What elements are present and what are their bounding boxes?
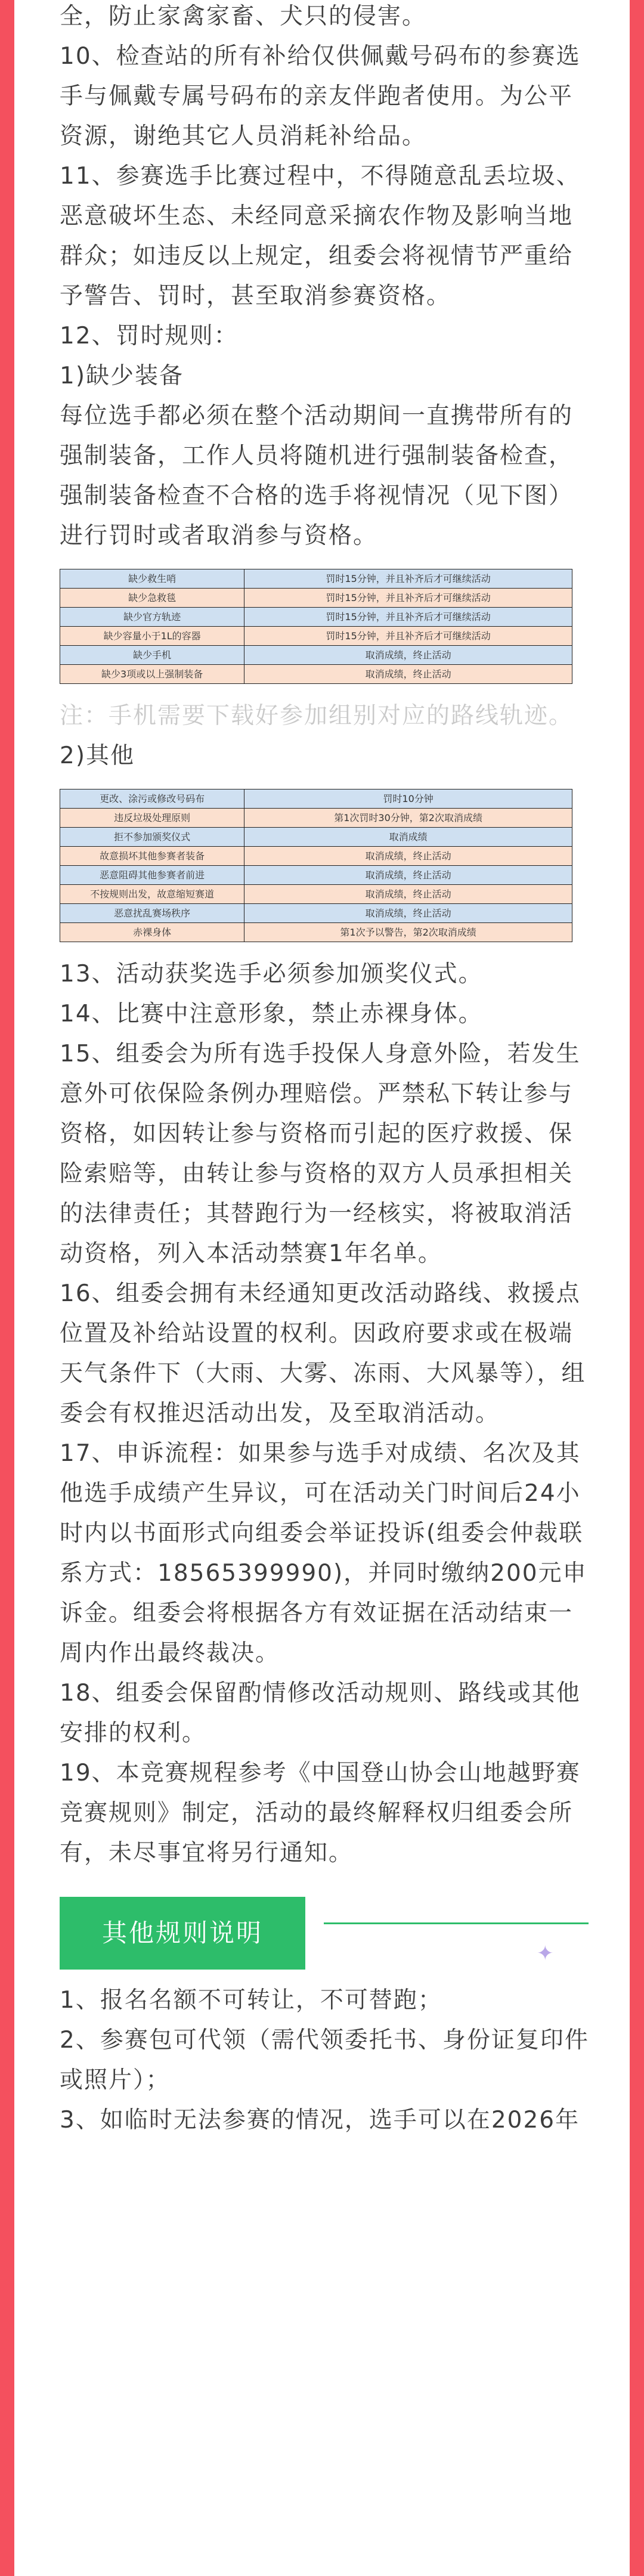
table-row	[60, 789, 572, 809]
violation-cell: 不按规则出发，故意缩短赛道	[60, 885, 244, 904]
penalty-cell: 取消成绩	[244, 828, 572, 847]
table-row	[60, 569, 572, 589]
rule-paragraph: 全，防止家禽家畜、犬只的侵害。	[60, 3, 427, 30]
rules-content	[60, 0, 596, 2140]
violation-cell: 恶意阻碍其他参赛者前进	[60, 866, 244, 885]
violation-cell: 缺少3项或以上强制装备	[60, 665, 244, 684]
rule-paragraph: 2、参赛包可代领（需代领委托书、身份证复印件或照片）；	[60, 2027, 589, 2094]
rule-paragraph: 17、申诉流程：如果参与选手对成绩、名次及其他选手成绩产生异议，可在活动关门时间后24小时内以书面形式向组委会举证投诉(组委会仲裁联系方式：18565399990)，并同时缴纳200元申诉金。组委会将根据各方有效证据在活动结束一周内作出最终裁决。	[60, 1440, 587, 1667]
table-row	[60, 589, 572, 608]
penalty-cell: 第1次罚时30分钟，第2次取消成绩	[244, 809, 572, 828]
rule-paragraph: 12、罚时规则：	[60, 323, 239, 349]
penalty-cell: 罚时15分钟，并且补齐后才可继续活动	[244, 627, 572, 646]
rule-paragraph: 每位选手都必须在整个活动期间一直携带所有的强制装备，工作人员将随机进行强制装备检查，强制装备检查不合格的选手将视情况（见下图）进行罚时或者取消参与资格。	[60, 402, 574, 549]
violation-cell: 拒不参加颁奖仪式	[60, 828, 244, 847]
penalty-cell: 取消成绩，终止活动	[244, 665, 572, 684]
penalty-cell: 取消成绩，终止活动	[244, 847, 572, 866]
table-row	[60, 847, 572, 866]
rules-group-c	[60, 1980, 596, 2140]
rules-group-a	[60, 0, 596, 556]
table-row	[60, 665, 572, 684]
section-header-title: 其他规则说明	[60, 1897, 305, 1970]
violation-cell: 缺少手机	[60, 646, 244, 665]
table-row	[60, 923, 572, 942]
equipment-penalty-table	[60, 569, 572, 684]
table-row	[60, 627, 572, 646]
section-header-line	[324, 1922, 589, 1924]
penalty-cell: 取消成绩，终止活动	[244, 866, 572, 885]
rule-paragraph: 19、本竞赛规程参考《中国登山协会山地越野赛竞赛规则》制定，活动的最终解释权归组委会所有，未尽事宜将另行通知。	[60, 1760, 581, 1866]
penalty-cell: 罚时10分钟	[244, 789, 572, 809]
penalty-cell: 取消成绩，终止活动	[244, 904, 572, 923]
violation-cell: 缺少容量小于1L的容器	[60, 627, 244, 646]
table-row	[60, 866, 572, 885]
violation-cell: 缺少急救毯	[60, 589, 244, 608]
other-penalties-title: 2)其他	[60, 742, 135, 769]
penalty-cell: 罚时15分钟，并且补齐后才可继续活动	[244, 608, 572, 627]
penalty-cell: 第1次予以警告，第2次取消成绩	[244, 923, 572, 942]
phone-note: 注：手机需要下载好参加组别对应的路线轨迹。	[60, 702, 574, 729]
document-page	[14, 0, 630, 2576]
rule-paragraph: 14、比赛中注意形象，禁止赤裸身体。	[60, 1001, 483, 1027]
violation-cell: 缺少官方轨迹	[60, 608, 244, 627]
penalty-cell: 罚时15分钟，并且补齐后才可继续活动	[244, 569, 572, 589]
rule-paragraph: 13、活动获奖选手必须参加颁奖仪式。	[60, 961, 483, 987]
rule-paragraph: 18、组委会保留酌情修改活动规则、路线或其他安排的权利。	[60, 1680, 581, 1747]
table-row	[60, 608, 572, 627]
violation-cell: 故意损坏其他参赛者装备	[60, 847, 244, 866]
table-row	[60, 828, 572, 847]
penalty-cell: 取消成绩，终止活动	[244, 885, 572, 904]
rule-paragraph: 1)缺少装备	[60, 363, 184, 389]
table-row	[60, 885, 572, 904]
table-row	[60, 904, 572, 923]
sparkle-icon: ✦	[537, 1942, 555, 1965]
violation-cell: 违反垃圾处理原则	[60, 809, 244, 828]
violation-cell: 缺少救生哨	[60, 569, 244, 589]
section-header	[60, 1897, 596, 1970]
table-row	[60, 809, 572, 828]
rule-paragraph: 1、报名名额不可转让，不可替跑；	[60, 1987, 442, 2014]
violation-cell: 更改、涂污或修改号码布	[60, 789, 244, 809]
other-penalty-table	[60, 789, 572, 942]
rule-paragraph: 11、参赛选手比赛过程中，不得随意乱丢垃圾、恶意破坏生态、未经同意采摘农作物及影响当地群众；如违反以上规定，组委会将视情节严重给予警告、罚时，甚至取消参赛资格。	[60, 163, 581, 309]
rule-paragraph: 16、组委会拥有未经通知更改活动路线、救援点位置及补给站设置的权利。因政府要求或在极端天气条件下（大雨、大雾、冻雨、大风暴等），组委会有权推迟活动出发，及至取消活动。	[60, 1280, 586, 1427]
rule-paragraph: 3、如临时无法参赛的情况，选手可以在2026年	[60, 2107, 580, 2134]
table-row	[60, 646, 572, 665]
violation-cell: 赤裸身体	[60, 923, 244, 942]
rule-paragraph: 15、组委会为所有选手投保人身意外险，若发生意外可依保险条例办理赔偿。严禁私下转让参与资格，如因转让参与资格而引起的医疗救援、保险索赔等，由转让参与资格的双方人员承担相关的法律责任；其替跑行为一经核实，将被取消活动资格，列入本活动禁赛1年名单。	[60, 1041, 581, 1267]
rule-paragraph: 10、检查站的所有补给仅供佩戴号码布的参赛选手与佩戴专属号码布的亲友伴跑者使用。为公平资源，谢绝其它人员消耗补给品。	[60, 43, 581, 150]
penalty-cell: 罚时15分钟，并且补齐后才可继续活动	[244, 589, 572, 608]
penalty-cell: 取消成绩，终止活动	[244, 646, 572, 665]
rules-group-b	[60, 954, 596, 1873]
violation-cell: 恶意扰乱赛场秩序	[60, 904, 244, 923]
